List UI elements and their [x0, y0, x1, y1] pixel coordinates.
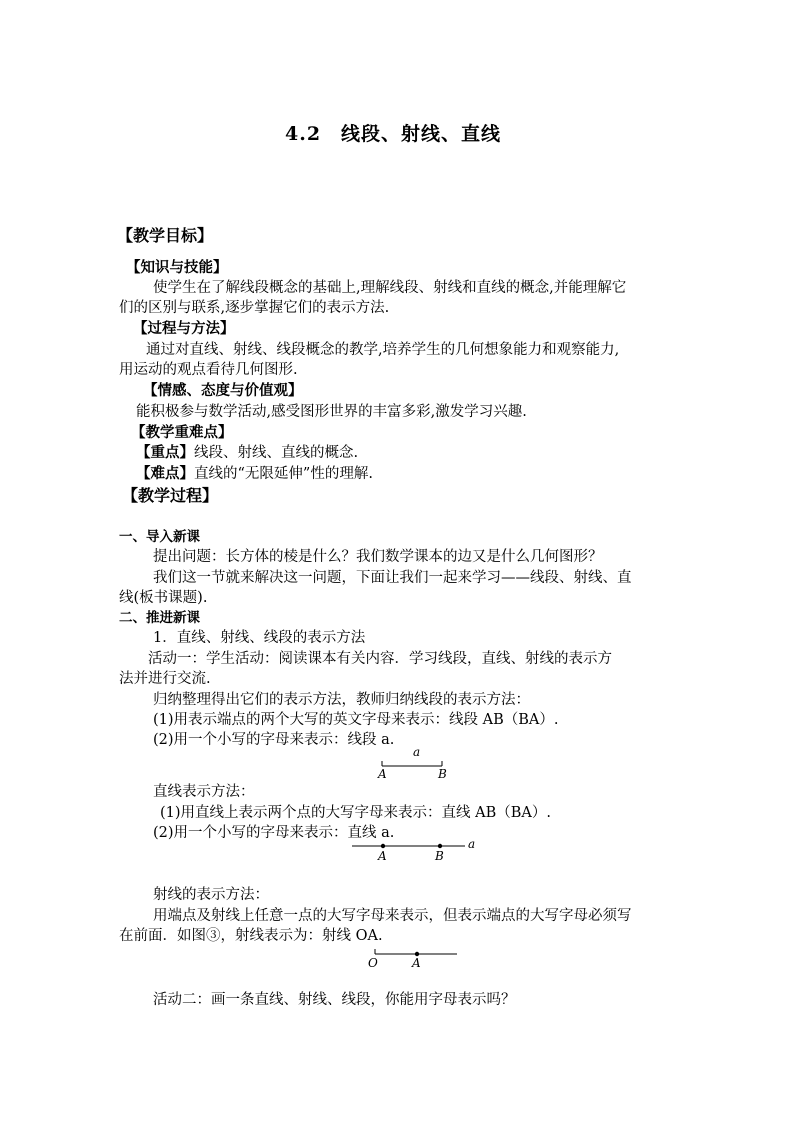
ray-rule: 在前面．如图③，射线表示为：射线 OA. — [119, 928, 383, 944]
section2-heading: 二、推进新课 — [119, 610, 200, 626]
ray-label-O: O — [368, 956, 378, 970]
segment-label-A: A — [378, 767, 387, 781]
page-title: 4.2 线段、射线、直线 — [285, 123, 502, 145]
section1-paragraph: 我们这一节就来解决这一问题，下面让我们一起来学习——线段、射线、直 — [153, 570, 632, 586]
difficulty-text: 直线的“无限延伸”性的理解. — [194, 466, 373, 482]
emotion-heading: 【情感、态度与价值观】 — [143, 382, 303, 399]
section1-heading: 一、导入新课 — [119, 529, 200, 545]
knowledge-text-line: 使学生在了解线段概念的基础上,理解线段、射线和直线的概念,并能理解它 — [153, 280, 627, 296]
activity1-text: 法并进行交流. — [119, 671, 211, 687]
section2-item: 1．直线、射线、线段的表示方法 — [153, 630, 366, 646]
line-point-B — [438, 844, 442, 848]
line-rule: (1)用直线上表示两个点的大写字母来表示：直线 AB（BA）. — [160, 805, 552, 821]
line-label-a: a — [468, 837, 476, 851]
segment-rule: (2)用一个小写的字母来表示：线段 a. — [153, 732, 395, 748]
summary-text: 归纳整理得出它们的表示方法，教师归纳线段的表示方法： — [153, 692, 530, 708]
line-point-A — [381, 844, 385, 848]
line-label-B: B — [435, 849, 444, 863]
ray-figure — [365, 946, 465, 976]
knowledge-text-line: 们的区别与联系,逐步掌握它们的表示方法. — [119, 300, 390, 316]
process-text-line: 通过对直线、射线、线段概念的教学,培养学生的几何想象能力和观察能力, — [146, 342, 620, 358]
section1-paragraph: 线(板书课题). — [119, 590, 208, 606]
activity2-text: 活动二：画一条直线、射线、线段，你能用字母表示吗？ — [153, 992, 516, 1008]
segment-figure — [370, 745, 460, 785]
key-text: 线段、射线、直线的概念. — [194, 445, 359, 461]
emotion-text: 能积极参与数学活动,感受图形世界的丰富多彩,激发学习兴趣. — [136, 404, 527, 420]
key-label: 【重点】 — [136, 444, 194, 461]
knowledge-heading: 【知识与技能】 — [126, 259, 228, 276]
procedure-heading: 【教学过程】 — [122, 486, 219, 505]
keypoints-heading: 【教学重难点】 — [131, 424, 233, 441]
difficulty-line — [136, 464, 373, 484]
process-heading: 【过程与方法】 — [133, 320, 235, 337]
difficulty-label: 【难点】 — [136, 465, 194, 482]
line-heading: 直线表示方法： — [153, 784, 255, 800]
line-label-A: A — [378, 849, 387, 863]
segment-label-B: B — [438, 767, 447, 781]
line-figure — [350, 836, 490, 866]
ray-heading: 射线的表示方法： — [153, 887, 269, 903]
section1-paragraph: 提出问题：长方体的棱是什么？我们数学课本的边又是什么几何图形？ — [153, 549, 603, 565]
activity1-text: 活动一：学生活动：阅读课本有关内容．学习线段，直线、射线的表示方 — [148, 651, 612, 667]
segment-rule: (1)用表示端点的两个大写的英文字母来表示：线段 AB（BA）. — [153, 712, 559, 728]
line-rule: (2)用一个小写的字母来表示：直线 a. — [153, 825, 395, 841]
objectives-heading: 【教学目标】 — [117, 226, 214, 245]
process-text-line: 用运动的观点看待几何图形. — [119, 362, 298, 378]
ray-rule: 用端点及射线上任意一点的大写字母来表示，但表示端点的大写字母必须写 — [153, 908, 632, 924]
ray-label-A: A — [412, 956, 421, 970]
segment-label-a: a — [413, 745, 421, 759]
key-point-line — [136, 443, 358, 463]
